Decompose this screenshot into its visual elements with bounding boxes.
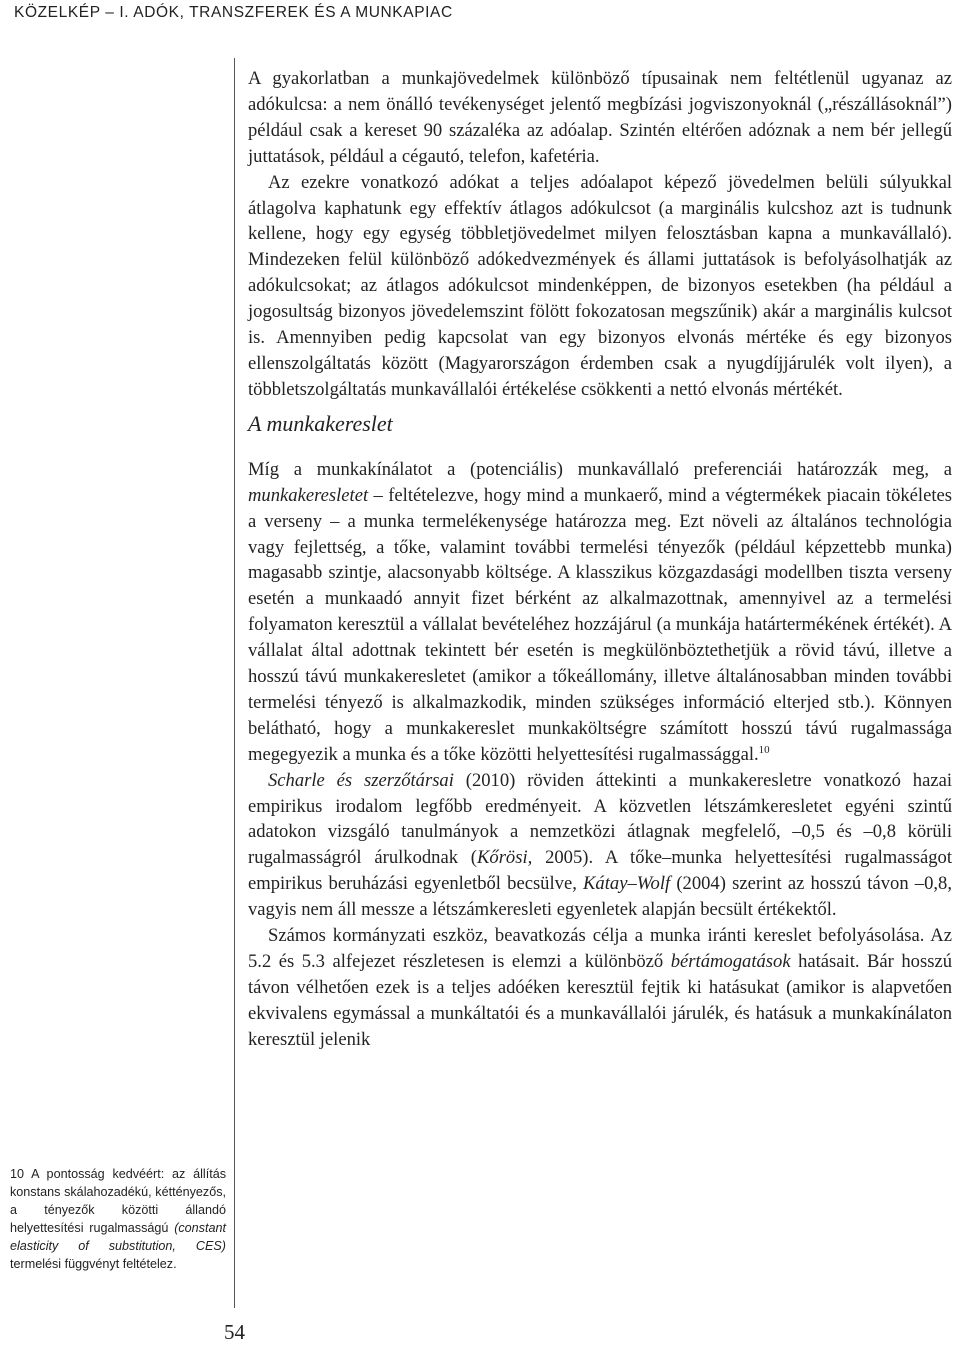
text-run: Számos kormányzati eszköz, beavatkozás célja a munka iránti kereslet befolyásolása. Az 5.2 és 5.3 alfejezet részletesen is elemzi a különböző — [248, 925, 952, 972]
italic-term: bértámogatások — [670, 951, 791, 972]
section-heading: A munkakereslet — [248, 410, 393, 436]
text-run: (2010) röviden áttekinti a munkakeresletre vonatkozó hazai empirikus irodalom legfőbb eredményeit. A közvetlen létszámkeresletet egyéni szintű adatokon vizsgáló tanulmányok a nemzetközi átlagnak megfelelő, –0,5 és –0,8 körüli rugalmasságról árulkodnak ( — [248, 769, 952, 869]
main-column — [248, 66, 952, 1053]
footnote-text: 10 A pontosság kedvéért: az állítás konstans skálahozadékú, kéttényezős, a tényezők közötti állandó helyettesítési rugalmasságú — [10, 1167, 226, 1235]
footnote-reference[interactable]: 10 — [758, 743, 770, 756]
paragraph-labour-demand — [248, 457, 952, 768]
text-run: (2004) szerint az hosszú távon –0,8, vagyis nem áll messze a létszámkeresleti egyenletek alapján becsült értékektől. — [248, 873, 952, 921]
text-run: hatásait. Bár hosszú távon vélhetően ezek is a teljes adóéken keresztül fejtik ki hatásukat (amikor is alapvetően ekvivalens egymással a munkáltatói és a munkavállalói járulék, és hatásuk a munkakínálaton keresztül jelenik — [248, 951, 952, 1050]
footnote-10 — [10, 1165, 226, 1273]
paragraph-empirical-literature — [248, 768, 952, 923]
paragraph-government-tools — [248, 923, 952, 1053]
page-number: 54 — [224, 1320, 245, 1344]
footnote-italic-term: (constant elasticity of substitution, CES) — [10, 1221, 226, 1253]
citation-author: Kőrösi, — [477, 847, 533, 869]
paragraph-tax-rates: A gyakorlatban a munkajövedelmek különböző típusainak nem feltétlenül ugyanaz az adókulcsa: a nem önálló tevékenységet jelentő megbízási jogviszonyoknál („részállásoknál”) például csak a kereset 90 százaléka az adóalap. Szintén eltérően adóznak a nem bér jellegű juttatások, például a cégautó, telefon, kafetéria. — [248, 68, 952, 167]
text-run: Míg a munkakínálatot a (potenciális) munkavállaló preferenciái határozzák meg, a — [248, 458, 952, 480]
column-divider — [234, 58, 235, 1308]
citation-author: Scharle és szerzőtársai — [268, 769, 454, 791]
italic-term: munkakeresletet — [248, 484, 369, 506]
text-run: 2005). A tőke–munka helyettesítési rugalmasságot empirikus beruházási egyenletből becsülve, — [248, 847, 952, 895]
footnote-text-end: termelési függvényt feltételez. — [10, 1257, 177, 1271]
running-head: KÖZELKÉP – I. ADÓK, TRANSZFEREK ÉS A MUNKAPIAC — [14, 4, 453, 21]
text-run: – feltételezve, hogy mind a munkaerő, mind a végtermékek piacain tökéletes a verseny – a munka termelékenysége határozza meg. Ezt növeli az általános technológia vagy fejlettség, a tőke, valamint további termelési tényezők (például képzettebb munka) magasabb szintje, alacsonyabb költsége. A klasszikus közgazdasági modellben tiszta verseny esetén a munkaadó annyit fizet bérként az alkalmazottnak, amennyivel az a termelési folyamaton keresztül a vállalat bevételéhez hozzájárul (a munkája határtermékének értékét). A vállalat által adottnak tekintett bér esetén is megkülönböztethetjük a rövid távú, illetve a hosszú távú munkakeresletet (amikor a tőkeállomány, illetve általánosabban minden további termelési tényező is alkalmazkodik, minden szükséges információ elterjed stb.). Könnyen belátható, hogy a munkakereslet munkaköltségre számított hosszú távú rugalmassága megegyezik a munka és a tőke közötti helyettesítési rugalmassággal. — [248, 484, 952, 765]
paragraph-effective-rate: Az ezekre vonatkozó adókat a teljes adóalapot képező jövedelmen belüli súlyukkal átlagolva kaphatunk egy effektív átlagos adókulcsot (a marginális kulcshoz azt is tudnunk kellene, hogy egy egység többletjövedelmet milyen felosztásban kapna a munkavállaló). Mindezeken felül különböző adókedvezmények és állami juttatások is befolyásolhatják az adókulcsokat; az átlagos adókulcsot mindenképpen, de bizonyos esetekben (ha például a jogosultság bizonyos jövedelemszint fölött fokozatosan megszűnik) akár a marginális kulcsot is. Amennyiben pedig kapcsolat van egy bizonyos elvonás mértéke és egy bizonyos ellenszolgáltatás között (Magyarországon érdemben csak a nyugdíjjárulék volt ilyen), a többletszolgáltatás munkavállalói értékelése csökkenti a nettó elvonás mértékét. — [248, 171, 952, 400]
citation-author: Kátay–Wolf — [583, 873, 671, 895]
